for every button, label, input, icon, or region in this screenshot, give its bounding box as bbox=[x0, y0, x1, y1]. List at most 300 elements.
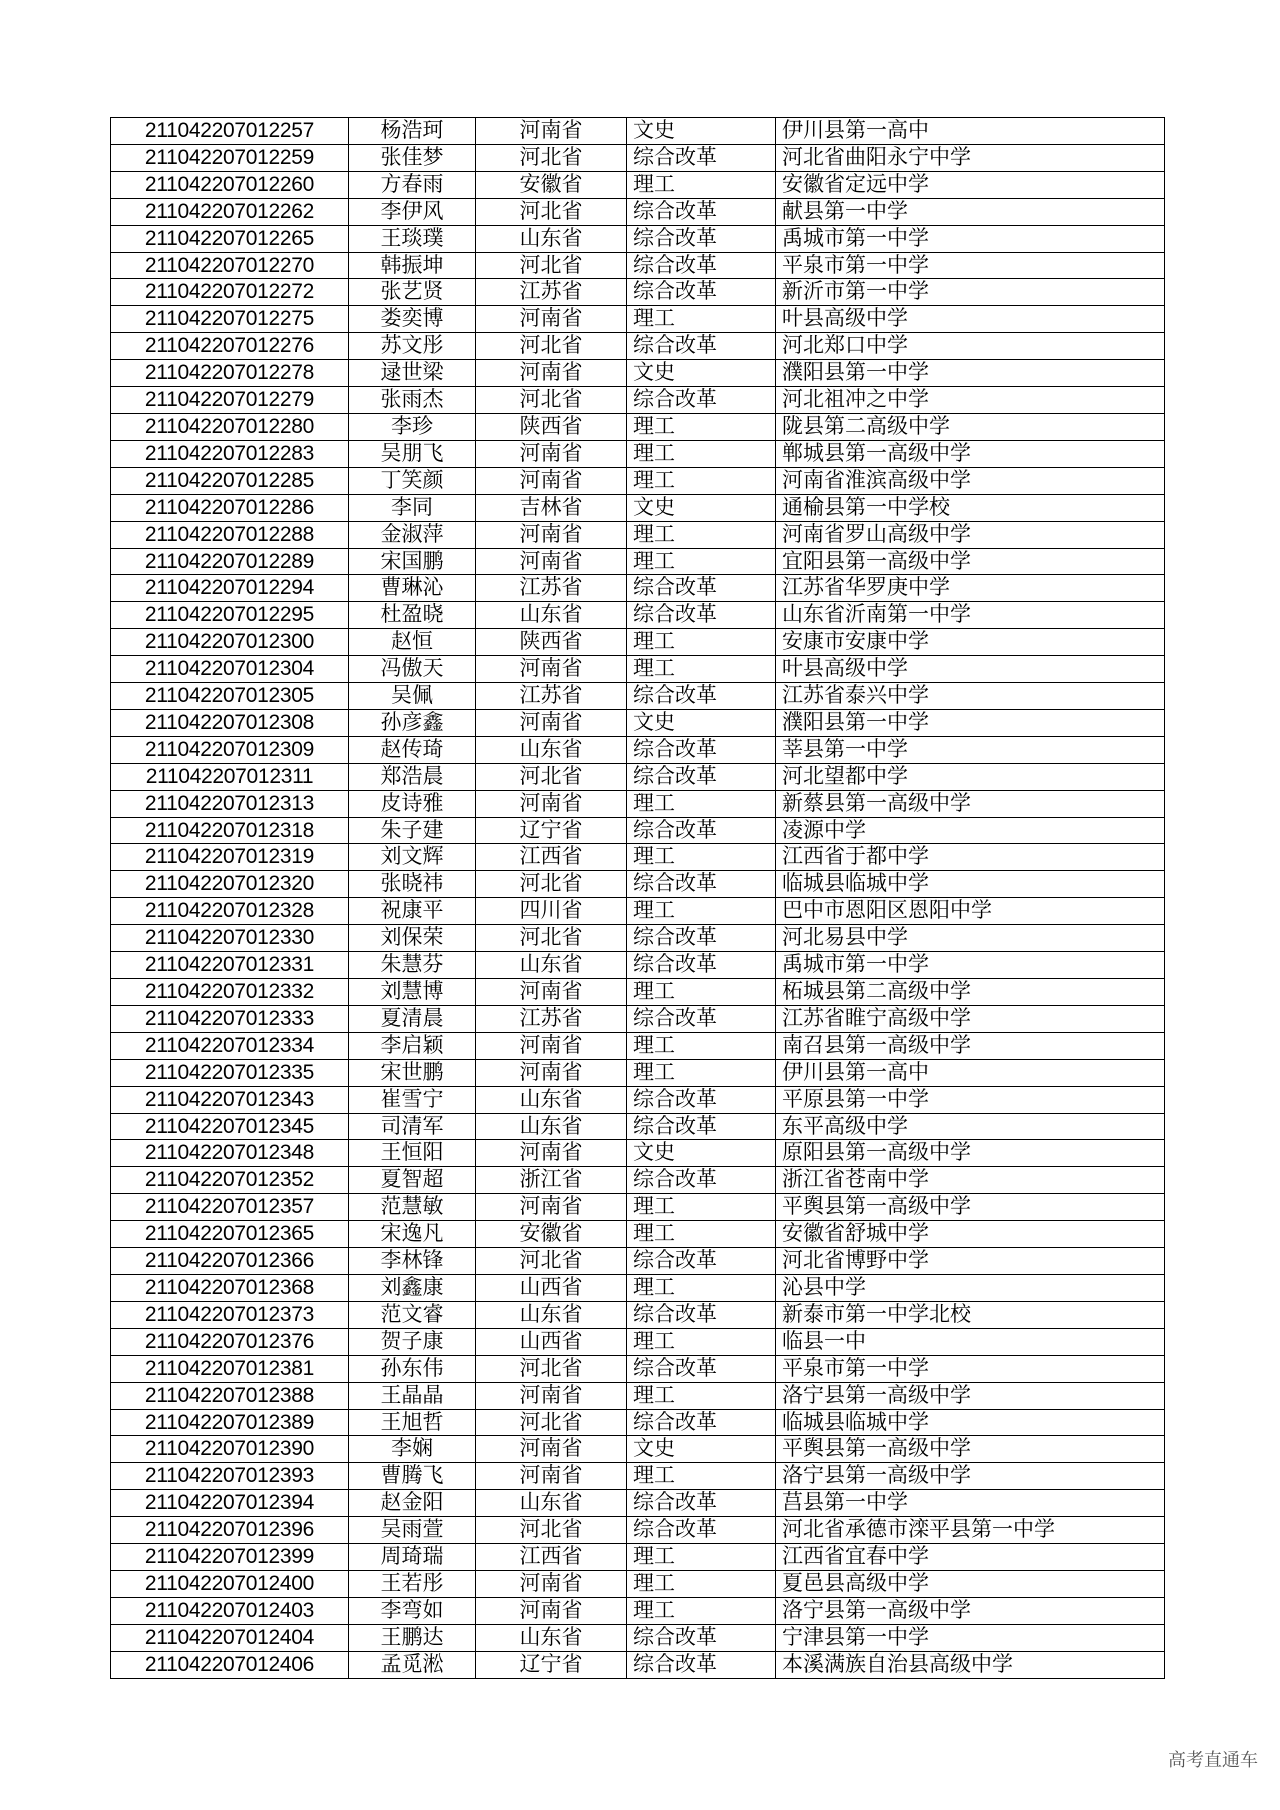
table-row bbox=[111, 656, 1165, 683]
school-cell: 通榆县第一中学校 bbox=[776, 494, 1165, 521]
student-name-cell: 崔雪宁 bbox=[349, 1086, 476, 1113]
subject-type-cell: 综合改革 bbox=[627, 1409, 776, 1436]
school-cell: 河北易县中学 bbox=[776, 925, 1165, 952]
province-cell: 辽宁省 bbox=[476, 1651, 627, 1678]
table-row bbox=[111, 198, 1165, 225]
subject-type-cell: 综合改革 bbox=[627, 1301, 776, 1328]
province-cell: 江西省 bbox=[476, 844, 627, 871]
subject-type-cell: 综合改革 bbox=[627, 871, 776, 898]
subject-type-cell: 综合改革 bbox=[627, 602, 776, 629]
subject-type-cell: 综合改革 bbox=[627, 198, 776, 225]
subject-type-cell: 理工 bbox=[627, 1194, 776, 1221]
student-name-cell: 宋国鹏 bbox=[349, 548, 476, 575]
exam-number-cell: 211042207012278 bbox=[111, 360, 349, 387]
subject-type-cell: 理工 bbox=[627, 1463, 776, 1490]
student-name-cell: 李伊风 bbox=[349, 198, 476, 225]
subject-type-cell: 文史 bbox=[627, 709, 776, 736]
subject-type-cell: 综合改革 bbox=[627, 333, 776, 360]
province-cell: 山东省 bbox=[476, 602, 627, 629]
watermark: 高考直通车 bbox=[1168, 1750, 1258, 1771]
subject-type-cell: 综合改革 bbox=[627, 1113, 776, 1140]
exam-number-cell: 211042207012272 bbox=[111, 279, 349, 306]
school-cell: 新沂市第一中学 bbox=[776, 279, 1165, 306]
table-row bbox=[111, 440, 1165, 467]
table-row bbox=[111, 252, 1165, 279]
province-cell: 河南省 bbox=[476, 1059, 627, 1086]
exam-number-cell: 211042207012333 bbox=[111, 1005, 349, 1032]
table-row bbox=[111, 575, 1165, 602]
table-row bbox=[111, 360, 1165, 387]
exam-number-cell: 211042207012352 bbox=[111, 1167, 349, 1194]
student-name-cell: 冯傲天 bbox=[349, 656, 476, 683]
student-name-cell: 宋逸凡 bbox=[349, 1221, 476, 1248]
exam-number-cell: 211042207012368 bbox=[111, 1274, 349, 1301]
school-cell: 禹城市第一中学 bbox=[776, 952, 1165, 979]
exam-number-cell: 211042207012343 bbox=[111, 1086, 349, 1113]
province-cell: 河北省 bbox=[476, 1355, 627, 1382]
subject-type-cell: 综合改革 bbox=[627, 575, 776, 602]
student-name-cell: 李林锋 bbox=[349, 1248, 476, 1275]
exam-number-cell: 211042207012276 bbox=[111, 333, 349, 360]
student-name-cell: 刘慧博 bbox=[349, 979, 476, 1006]
province-cell: 山东省 bbox=[476, 952, 627, 979]
exam-number-cell: 211042207012389 bbox=[111, 1409, 349, 1436]
school-cell: 南召县第一高级中学 bbox=[776, 1032, 1165, 1059]
school-cell: 洛宁县第一高级中学 bbox=[776, 1463, 1165, 1490]
table-row bbox=[111, 1490, 1165, 1517]
province-cell: 江苏省 bbox=[476, 575, 627, 602]
province-cell: 河北省 bbox=[476, 763, 627, 790]
exam-number-cell: 211042207012348 bbox=[111, 1140, 349, 1167]
province-cell: 河南省 bbox=[476, 1463, 627, 1490]
table-row bbox=[111, 629, 1165, 656]
table-row bbox=[111, 1355, 1165, 1382]
subject-type-cell: 理工 bbox=[627, 1059, 776, 1086]
student-name-cell: 李同 bbox=[349, 494, 476, 521]
table-row bbox=[111, 1140, 1165, 1167]
table-row bbox=[111, 1463, 1165, 1490]
table-row bbox=[111, 467, 1165, 494]
province-cell: 河南省 bbox=[476, 1140, 627, 1167]
table-row bbox=[111, 1194, 1165, 1221]
province-cell: 山西省 bbox=[476, 1328, 627, 1355]
school-cell: 夏邑县高级中学 bbox=[776, 1570, 1165, 1597]
school-cell: 陇县第二高级中学 bbox=[776, 413, 1165, 440]
exam-number-cell: 211042207012270 bbox=[111, 252, 349, 279]
student-name-cell: 金淑萍 bbox=[349, 521, 476, 548]
exam-number-cell: 211042207012288 bbox=[111, 521, 349, 548]
subject-type-cell: 文史 bbox=[627, 360, 776, 387]
table-row bbox=[111, 1597, 1165, 1624]
school-cell: 江西省宜春中学 bbox=[776, 1544, 1165, 1571]
table-row bbox=[111, 225, 1165, 252]
exam-number-cell: 211042207012366 bbox=[111, 1248, 349, 1275]
subject-type-cell: 理工 bbox=[627, 979, 776, 1006]
province-cell: 河南省 bbox=[476, 1597, 627, 1624]
student-name-cell: 曹琳沁 bbox=[349, 575, 476, 602]
subject-type-cell: 理工 bbox=[627, 1274, 776, 1301]
student-name-cell: 李启颖 bbox=[349, 1032, 476, 1059]
province-cell: 陕西省 bbox=[476, 629, 627, 656]
subject-type-cell: 文史 bbox=[627, 1140, 776, 1167]
table-row bbox=[111, 871, 1165, 898]
exam-number-cell: 211042207012279 bbox=[111, 387, 349, 414]
school-cell: 凌源中学 bbox=[776, 817, 1165, 844]
student-name-cell: 苏文彤 bbox=[349, 333, 476, 360]
province-cell: 吉林省 bbox=[476, 494, 627, 521]
province-cell: 河北省 bbox=[476, 144, 627, 171]
table-row bbox=[111, 1301, 1165, 1328]
table-row bbox=[111, 979, 1165, 1006]
student-name-cell: 吴朋飞 bbox=[349, 440, 476, 467]
province-cell: 河北省 bbox=[476, 252, 627, 279]
student-name-cell: 赵传琦 bbox=[349, 736, 476, 763]
table-row bbox=[111, 844, 1165, 871]
table-row bbox=[111, 333, 1165, 360]
subject-type-cell: 文史 bbox=[627, 1436, 776, 1463]
school-cell: 洛宁县第一高级中学 bbox=[776, 1382, 1165, 1409]
student-name-cell: 周琦瑞 bbox=[349, 1544, 476, 1571]
exam-number-cell: 211042207012280 bbox=[111, 413, 349, 440]
subject-type-cell: 理工 bbox=[627, 1328, 776, 1355]
exam-number-cell: 211042207012311 bbox=[111, 763, 349, 790]
province-cell: 辽宁省 bbox=[476, 817, 627, 844]
school-cell: 河北省博野中学 bbox=[776, 1248, 1165, 1275]
subject-type-cell: 综合改革 bbox=[627, 1086, 776, 1113]
province-cell: 江苏省 bbox=[476, 1005, 627, 1032]
exam-number-cell: 211042207012404 bbox=[111, 1624, 349, 1651]
subject-type-cell: 理工 bbox=[627, 1221, 776, 1248]
subject-type-cell: 理工 bbox=[627, 440, 776, 467]
province-cell: 江西省 bbox=[476, 1544, 627, 1571]
exam-number-cell: 211042207012331 bbox=[111, 952, 349, 979]
province-cell: 江苏省 bbox=[476, 683, 627, 710]
subject-type-cell: 综合改革 bbox=[627, 1517, 776, 1544]
student-name-cell: 范慧敏 bbox=[349, 1194, 476, 1221]
student-name-cell: 杨浩珂 bbox=[349, 118, 476, 145]
school-cell: 献县第一中学 bbox=[776, 198, 1165, 225]
table-row bbox=[111, 1544, 1165, 1571]
school-cell: 安康市安康中学 bbox=[776, 629, 1165, 656]
school-cell: 禹城市第一中学 bbox=[776, 225, 1165, 252]
student-name-cell: 吴佩 bbox=[349, 683, 476, 710]
province-cell: 浙江省 bbox=[476, 1167, 627, 1194]
subject-type-cell: 理工 bbox=[627, 898, 776, 925]
province-cell: 河南省 bbox=[476, 656, 627, 683]
subject-type-cell: 综合改革 bbox=[627, 1624, 776, 1651]
subject-type-cell: 综合改革 bbox=[627, 1651, 776, 1678]
province-cell: 山东省 bbox=[476, 225, 627, 252]
table-row bbox=[111, 952, 1165, 979]
school-cell: 洛宁县第一高级中学 bbox=[776, 1597, 1165, 1624]
subject-type-cell: 综合改革 bbox=[627, 1355, 776, 1382]
subject-type-cell: 综合改革 bbox=[627, 252, 776, 279]
school-cell: 本溪满族自治县高级中学 bbox=[776, 1651, 1165, 1678]
student-name-cell: 宋世鹏 bbox=[349, 1059, 476, 1086]
school-cell: 临城县临城中学 bbox=[776, 871, 1165, 898]
province-cell: 山东省 bbox=[476, 736, 627, 763]
table-row bbox=[111, 1221, 1165, 1248]
exam-number-cell: 211042207012304 bbox=[111, 656, 349, 683]
exam-number-cell: 211042207012309 bbox=[111, 736, 349, 763]
school-cell: 宜阳县第一高级中学 bbox=[776, 548, 1165, 575]
exam-number-cell: 211042207012262 bbox=[111, 198, 349, 225]
table-row bbox=[111, 413, 1165, 440]
subject-type-cell: 理工 bbox=[627, 629, 776, 656]
school-cell: 河北省曲阳永宁中学 bbox=[776, 144, 1165, 171]
province-cell: 河南省 bbox=[476, 790, 627, 817]
province-cell: 河南省 bbox=[476, 1382, 627, 1409]
subject-type-cell: 文史 bbox=[627, 494, 776, 521]
student-name-cell: 夏智超 bbox=[349, 1167, 476, 1194]
province-cell: 河北省 bbox=[476, 1517, 627, 1544]
school-cell: 柘城县第二高级中学 bbox=[776, 979, 1165, 1006]
table-row bbox=[111, 1328, 1165, 1355]
table-row bbox=[111, 171, 1165, 198]
province-cell: 四川省 bbox=[476, 898, 627, 925]
school-cell: 新泰市第一中学北校 bbox=[776, 1301, 1165, 1328]
school-cell: 新蔡县第一高级中学 bbox=[776, 790, 1165, 817]
subject-type-cell: 理工 bbox=[627, 1570, 776, 1597]
student-name-cell: 刘文辉 bbox=[349, 844, 476, 871]
school-cell: 河南省罗山高级中学 bbox=[776, 521, 1165, 548]
table-row bbox=[111, 1624, 1165, 1651]
school-cell: 临县一中 bbox=[776, 1328, 1165, 1355]
province-cell: 河南省 bbox=[476, 548, 627, 575]
school-cell: 江苏省华罗庚中学 bbox=[776, 575, 1165, 602]
province-cell: 河南省 bbox=[476, 118, 627, 145]
subject-type-cell: 理工 bbox=[627, 171, 776, 198]
school-cell: 濮阳县第一中学 bbox=[776, 360, 1165, 387]
province-cell: 山东省 bbox=[476, 1301, 627, 1328]
student-name-cell: 张晓祎 bbox=[349, 871, 476, 898]
province-cell: 河南省 bbox=[476, 440, 627, 467]
student-name-cell: 贺子康 bbox=[349, 1328, 476, 1355]
subject-type-cell: 综合改革 bbox=[627, 225, 776, 252]
exam-number-cell: 211042207012300 bbox=[111, 629, 349, 656]
student-name-cell: 朱子建 bbox=[349, 817, 476, 844]
exam-number-cell: 211042207012260 bbox=[111, 171, 349, 198]
student-name-cell: 刘鑫康 bbox=[349, 1274, 476, 1301]
subject-type-cell: 理工 bbox=[627, 306, 776, 333]
province-cell: 河南省 bbox=[476, 306, 627, 333]
student-list-table bbox=[110, 117, 1165, 1679]
exam-number-cell: 211042207012305 bbox=[111, 683, 349, 710]
table-row bbox=[111, 144, 1165, 171]
exam-number-cell: 211042207012259 bbox=[111, 144, 349, 171]
province-cell: 河南省 bbox=[476, 521, 627, 548]
exam-number-cell: 211042207012275 bbox=[111, 306, 349, 333]
subject-type-cell: 理工 bbox=[627, 467, 776, 494]
school-cell: 平舆县第一高级中学 bbox=[776, 1194, 1165, 1221]
exam-number-cell: 211042207012265 bbox=[111, 225, 349, 252]
subject-type-cell: 理工 bbox=[627, 521, 776, 548]
school-cell: 江苏省睢宁高级中学 bbox=[776, 1005, 1165, 1032]
school-cell: 伊川县第一高中 bbox=[776, 1059, 1165, 1086]
subject-type-cell: 综合改革 bbox=[627, 736, 776, 763]
school-cell: 巴中市恩阳区恩阳中学 bbox=[776, 898, 1165, 925]
student-name-cell: 丁笑颜 bbox=[349, 467, 476, 494]
student-name-cell: 皮诗雅 bbox=[349, 790, 476, 817]
subject-type-cell: 理工 bbox=[627, 548, 776, 575]
school-cell: 平泉市第一中学 bbox=[776, 1355, 1165, 1382]
province-cell: 河北省 bbox=[476, 1248, 627, 1275]
student-name-cell: 张雨杰 bbox=[349, 387, 476, 414]
student-name-cell: 李弯如 bbox=[349, 1597, 476, 1624]
school-cell: 浙江省苍南中学 bbox=[776, 1167, 1165, 1194]
school-cell: 沁县中学 bbox=[776, 1274, 1165, 1301]
province-cell: 河南省 bbox=[476, 1436, 627, 1463]
province-cell: 河南省 bbox=[476, 1032, 627, 1059]
exam-number-cell: 211042207012313 bbox=[111, 790, 349, 817]
table-row bbox=[111, 1086, 1165, 1113]
school-cell: 叶县高级中学 bbox=[776, 306, 1165, 333]
subject-type-cell: 综合改革 bbox=[627, 817, 776, 844]
subject-type-cell: 理工 bbox=[627, 844, 776, 871]
subject-type-cell: 综合改革 bbox=[627, 1005, 776, 1032]
subject-type-cell: 理工 bbox=[627, 790, 776, 817]
student-name-cell: 司清军 bbox=[349, 1113, 476, 1140]
school-cell: 河北省承德市滦平县第一中学 bbox=[776, 1517, 1165, 1544]
student-name-cell: 夏清晨 bbox=[349, 1005, 476, 1032]
table-row bbox=[111, 1651, 1165, 1678]
exam-number-cell: 211042207012285 bbox=[111, 467, 349, 494]
table-row bbox=[111, 521, 1165, 548]
student-name-cell: 赵金阳 bbox=[349, 1490, 476, 1517]
exam-number-cell: 211042207012320 bbox=[111, 871, 349, 898]
table-row bbox=[111, 1517, 1165, 1544]
province-cell: 河南省 bbox=[476, 1194, 627, 1221]
table-row bbox=[111, 1167, 1165, 1194]
student-name-cell: 王若彤 bbox=[349, 1570, 476, 1597]
subject-type-cell: 综合改革 bbox=[627, 1248, 776, 1275]
exam-number-cell: 211042207012399 bbox=[111, 1544, 349, 1571]
subject-type-cell: 理工 bbox=[627, 1597, 776, 1624]
exam-number-cell: 211042207012328 bbox=[111, 898, 349, 925]
exam-number-cell: 211042207012308 bbox=[111, 709, 349, 736]
subject-type-cell: 综合改革 bbox=[627, 1490, 776, 1517]
province-cell: 河北省 bbox=[476, 925, 627, 952]
school-cell: 江西省于都中学 bbox=[776, 844, 1165, 871]
province-cell: 河北省 bbox=[476, 198, 627, 225]
exam-number-cell: 211042207012295 bbox=[111, 602, 349, 629]
subject-type-cell: 理工 bbox=[627, 1382, 776, 1409]
exam-number-cell: 211042207012406 bbox=[111, 1651, 349, 1678]
province-cell: 河北省 bbox=[476, 333, 627, 360]
subject-type-cell: 综合改革 bbox=[627, 952, 776, 979]
student-name-cell: 娄奕博 bbox=[349, 306, 476, 333]
table-row bbox=[111, 898, 1165, 925]
student-name-cell: 赵恒 bbox=[349, 629, 476, 656]
student-name-cell: 吴雨萱 bbox=[349, 1517, 476, 1544]
table-row bbox=[111, 683, 1165, 710]
school-cell: 濮阳县第一中学 bbox=[776, 709, 1165, 736]
subject-type-cell: 理工 bbox=[627, 413, 776, 440]
student-name-cell: 王鹏达 bbox=[349, 1624, 476, 1651]
exam-number-cell: 211042207012335 bbox=[111, 1059, 349, 1086]
subject-type-cell: 综合改革 bbox=[627, 279, 776, 306]
subject-type-cell: 综合改革 bbox=[627, 763, 776, 790]
student-name-cell: 孙东伟 bbox=[349, 1355, 476, 1382]
province-cell: 山东省 bbox=[476, 1624, 627, 1651]
school-cell: 原阳县第一高级中学 bbox=[776, 1140, 1165, 1167]
table-row bbox=[111, 306, 1165, 333]
table-row bbox=[111, 1032, 1165, 1059]
exam-number-cell: 211042207012332 bbox=[111, 979, 349, 1006]
table-row bbox=[111, 736, 1165, 763]
exam-number-cell: 211042207012294 bbox=[111, 575, 349, 602]
student-name-cell: 李珍 bbox=[349, 413, 476, 440]
province-cell: 安徽省 bbox=[476, 1221, 627, 1248]
province-cell: 河南省 bbox=[476, 467, 627, 494]
school-cell: 叶县高级中学 bbox=[776, 656, 1165, 683]
table-row bbox=[111, 925, 1165, 952]
subject-type-cell: 理工 bbox=[627, 1032, 776, 1059]
exam-number-cell: 211042207012394 bbox=[111, 1490, 349, 1517]
table-row bbox=[111, 494, 1165, 521]
province-cell: 安徽省 bbox=[476, 171, 627, 198]
table-row bbox=[111, 709, 1165, 736]
table-row bbox=[111, 1113, 1165, 1140]
exam-number-cell: 211042207012388 bbox=[111, 1382, 349, 1409]
table-row bbox=[111, 790, 1165, 817]
student-name-cell: 范文睿 bbox=[349, 1301, 476, 1328]
school-cell: 安徽省舒城中学 bbox=[776, 1221, 1165, 1248]
school-cell: 伊川县第一高中 bbox=[776, 118, 1165, 145]
table-row bbox=[111, 279, 1165, 306]
exam-number-cell: 211042207012289 bbox=[111, 548, 349, 575]
school-cell: 莒县第一中学 bbox=[776, 1490, 1165, 1517]
table-row bbox=[111, 387, 1165, 414]
student-name-cell: 刘保荣 bbox=[349, 925, 476, 952]
province-cell: 山东省 bbox=[476, 1490, 627, 1517]
school-cell: 平泉市第一中学 bbox=[776, 252, 1165, 279]
student-name-cell: 李娴 bbox=[349, 1436, 476, 1463]
subject-type-cell: 理工 bbox=[627, 1544, 776, 1571]
table-row bbox=[111, 1274, 1165, 1301]
province-cell: 河北省 bbox=[476, 387, 627, 414]
student-name-cell: 祝康平 bbox=[349, 898, 476, 925]
table-row bbox=[111, 602, 1165, 629]
student-name-cell: 方春雨 bbox=[349, 171, 476, 198]
table-row bbox=[111, 1436, 1165, 1463]
school-cell: 安徽省定远中学 bbox=[776, 171, 1165, 198]
exam-number-cell: 211042207012357 bbox=[111, 1194, 349, 1221]
exam-number-cell: 211042207012319 bbox=[111, 844, 349, 871]
exam-number-cell: 211042207012403 bbox=[111, 1597, 349, 1624]
school-cell: 临城县临城中学 bbox=[776, 1409, 1165, 1436]
student-name-cell: 韩振坤 bbox=[349, 252, 476, 279]
province-cell: 山东省 bbox=[476, 1113, 627, 1140]
school-cell: 河北望都中学 bbox=[776, 763, 1165, 790]
province-cell: 江苏省 bbox=[476, 279, 627, 306]
exam-number-cell: 211042207012376 bbox=[111, 1328, 349, 1355]
student-name-cell: 孙彦鑫 bbox=[349, 709, 476, 736]
student-name-cell: 孟觅淞 bbox=[349, 1651, 476, 1678]
student-name-cell: 张艺贤 bbox=[349, 279, 476, 306]
student-name-cell: 王恒阳 bbox=[349, 1140, 476, 1167]
table-row bbox=[111, 817, 1165, 844]
exam-number-cell: 211042207012390 bbox=[111, 1436, 349, 1463]
subject-type-cell: 综合改革 bbox=[627, 387, 776, 414]
school-cell: 宁津县第一中学 bbox=[776, 1624, 1165, 1651]
student-name-cell: 朱慧芬 bbox=[349, 952, 476, 979]
student-name-cell: 郑浩晨 bbox=[349, 763, 476, 790]
student-name-cell: 王琰璞 bbox=[349, 225, 476, 252]
exam-number-cell: 211042207012345 bbox=[111, 1113, 349, 1140]
school-cell: 河北郑口中学 bbox=[776, 333, 1165, 360]
subject-type-cell: 综合改革 bbox=[627, 683, 776, 710]
